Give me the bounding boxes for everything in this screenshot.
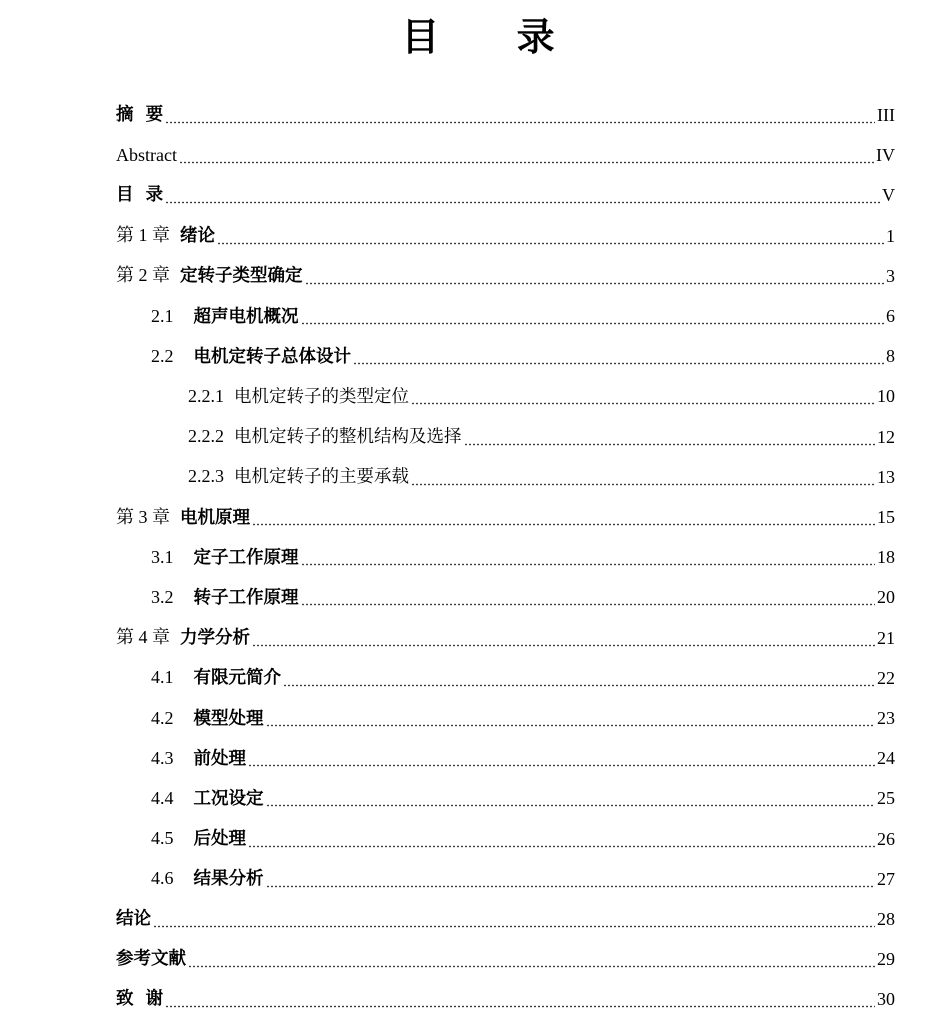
toc-entry-number: 2.2.2 (188, 426, 224, 447)
toc-entry[interactable] (116, 99, 895, 131)
toc-entry-title (188, 460, 409, 493)
dot-leader (301, 592, 876, 606)
toc-page-number: 21 (877, 627, 895, 648)
dot-leader (252, 512, 875, 526)
dot-leader (305, 271, 885, 285)
toc-page-number: 29 (877, 949, 895, 970)
toc-entry-title (116, 99, 163, 131)
dot-leader (165, 110, 875, 124)
toc-page-number: 12 (877, 426, 895, 447)
toc-entry-title (116, 983, 163, 1015)
toc-entry-number: 4.4 (151, 787, 174, 808)
toc-entry[interactable] (151, 581, 895, 613)
toc-page-number: 3 (886, 265, 895, 286)
dot-leader (153, 914, 875, 928)
toc-page-number: 13 (877, 466, 895, 487)
dot-leader (283, 673, 875, 687)
dot-leader (165, 994, 875, 1008)
dot-leader (464, 432, 876, 446)
page-title: 目 录 (401, 15, 587, 59)
toc-page-number: IV (876, 145, 895, 166)
toc-entry-label: 前处理 (193, 748, 246, 769)
toc-entry-number: 4.6 (151, 868, 174, 889)
toc-entry[interactable] (151, 742, 895, 774)
toc-entry[interactable] (151, 300, 895, 332)
toc-entry-number: 第 1 章 (116, 225, 170, 246)
toc-entry-label: 模型处理 (193, 708, 264, 729)
toc-page-number: 28 (877, 909, 895, 929)
toc-entry-label: 电机定转子总体设计 (193, 346, 351, 367)
toc-entry-title (116, 139, 177, 171)
toc-entry-title (151, 702, 264, 735)
toc-page-number: 10 (877, 386, 895, 407)
toc-entry-number: 第 2 章 (116, 265, 170, 286)
dot-leader (411, 472, 875, 486)
toc-entry[interactable] (151, 662, 895, 694)
toc-entry-label: 目 录 (116, 185, 164, 206)
toc-entry-title (151, 782, 264, 815)
dot-leader (266, 874, 876, 888)
toc-page-number: 1 (886, 225, 895, 246)
toc-entry[interactable] (116, 501, 895, 533)
dot-leader (165, 190, 880, 204)
dot-leader (353, 351, 884, 365)
toc-entry[interactable] (151, 340, 895, 372)
toc-entry[interactable] (188, 380, 895, 412)
toc-entry-number: 2.1 (151, 305, 174, 326)
toc-entry-label: 后处理 (193, 829, 246, 850)
dot-leader (411, 391, 875, 405)
toc-page-number: 8 (886, 346, 895, 367)
dot-leader (252, 633, 875, 647)
toc-entry-number: 2.2.1 (188, 385, 224, 406)
toc-entry-title (151, 742, 246, 775)
toc-entry[interactable] (151, 541, 895, 573)
toc-page-number: 27 (877, 868, 895, 889)
toc-page-number: 23 (877, 708, 895, 728)
toc-entry[interactable] (116, 943, 895, 975)
toc-entry-label: 绪论 (180, 226, 215, 247)
toc-entry-label: 电机原理 (180, 507, 250, 528)
toc-entry-label: 转子工作原理 (193, 587, 299, 608)
toc-page-number: 25 (877, 788, 895, 809)
toc-entry[interactable] (151, 823, 895, 855)
dot-leader (301, 552, 876, 566)
toc-page-number: 30 (877, 989, 895, 1010)
toc-entry-label: 摘 要 (116, 105, 164, 125)
toc-entry-label: 超声电机概况 (193, 306, 299, 327)
toc-page-number: 18 (877, 547, 895, 568)
dot-leader (266, 713, 876, 727)
toc-entry-number: 3.1 (151, 546, 174, 567)
toc-entry-label: 参考文献 (116, 949, 186, 970)
toc-entry-title (188, 380, 409, 413)
toc-entry-title (151, 340, 351, 373)
toc-entry[interactable] (116, 220, 895, 252)
toc-entry[interactable] (151, 702, 895, 734)
toc-entry-label: 定子工作原理 (193, 547, 299, 568)
toc-entry[interactable] (116, 139, 895, 171)
toc-entry-title (116, 501, 250, 534)
toc-entry-number: 第 3 章 (116, 506, 170, 527)
toc-entry-title (151, 822, 246, 855)
toc-entry-number: 4.1 (151, 667, 174, 688)
toc-entry[interactable] (116, 179, 895, 211)
dot-leader (248, 834, 875, 848)
toc-entry-title (116, 621, 250, 654)
toc-entry[interactable] (116, 622, 895, 654)
toc-page-number: 24 (877, 748, 895, 769)
toc-entry-label: 电机定转子的类型定位 (234, 386, 409, 407)
toc-entry-title (116, 259, 303, 292)
toc-entry-title (151, 661, 281, 694)
toc-entry[interactable] (116, 983, 895, 1015)
toc-page-number: 26 (877, 828, 895, 849)
toc-entry-label: 工况设定 (193, 788, 264, 809)
toc-entry-title (151, 862, 264, 895)
toc-entry-label: 力学分析 (180, 628, 250, 649)
dot-leader (217, 231, 884, 245)
toc-entry-label: 结论 (116, 909, 151, 929)
dot-leader (301, 311, 885, 325)
toc-entry-label: 电机定转子的整机结构及选择 (234, 427, 462, 448)
toc-entry-number: 4.2 (151, 707, 174, 728)
toc-entry[interactable] (151, 782, 895, 814)
dot-leader (179, 150, 874, 164)
toc-entry-number: 4.3 (151, 747, 174, 768)
toc-page-number: 15 (877, 507, 895, 527)
toc-entry[interactable] (188, 461, 895, 493)
dot-leader (248, 753, 875, 767)
toc-entry-number: 4.5 (151, 828, 174, 849)
toc-entry-title (151, 581, 299, 614)
toc-entry-number: 2.2 (151, 345, 174, 366)
toc-entry-number: 2.2.3 (188, 466, 224, 487)
toc-page-number: 6 (886, 306, 895, 326)
toc-entry-label: 有限元简介 (193, 668, 281, 689)
toc-entry-title (116, 943, 186, 975)
toc-entry[interactable] (151, 863, 895, 895)
dot-leader (266, 793, 876, 807)
toc-entry-title (116, 179, 163, 211)
toc-entry-title (116, 903, 151, 935)
toc-entry-label: 电机定转子的主要承载 (234, 467, 409, 488)
toc-entry-title (151, 300, 299, 333)
toc-page-number: V (882, 185, 895, 206)
toc-entry-label: 定转子类型确定 (180, 266, 303, 287)
toc-entry-title (151, 541, 299, 574)
toc-entry[interactable] (116, 903, 895, 935)
toc-page-number: 22 (877, 667, 895, 688)
toc-entry-label: Abstract (116, 145, 177, 166)
toc-page-number: 20 (877, 587, 895, 608)
toc-entry-number: 3.2 (151, 586, 174, 607)
toc-entry-label: 致 谢 (116, 989, 164, 1010)
dot-leader (188, 954, 875, 968)
toc-entry-title (188, 420, 462, 453)
toc-entry-number: 第 4 章 (116, 627, 170, 648)
toc-entry-title (116, 219, 215, 252)
toc-entry[interactable] (188, 421, 895, 453)
toc-page-number: III (877, 105, 895, 125)
toc-entry[interactable] (116, 260, 895, 292)
toc-entry-label: 结果分析 (193, 869, 264, 890)
